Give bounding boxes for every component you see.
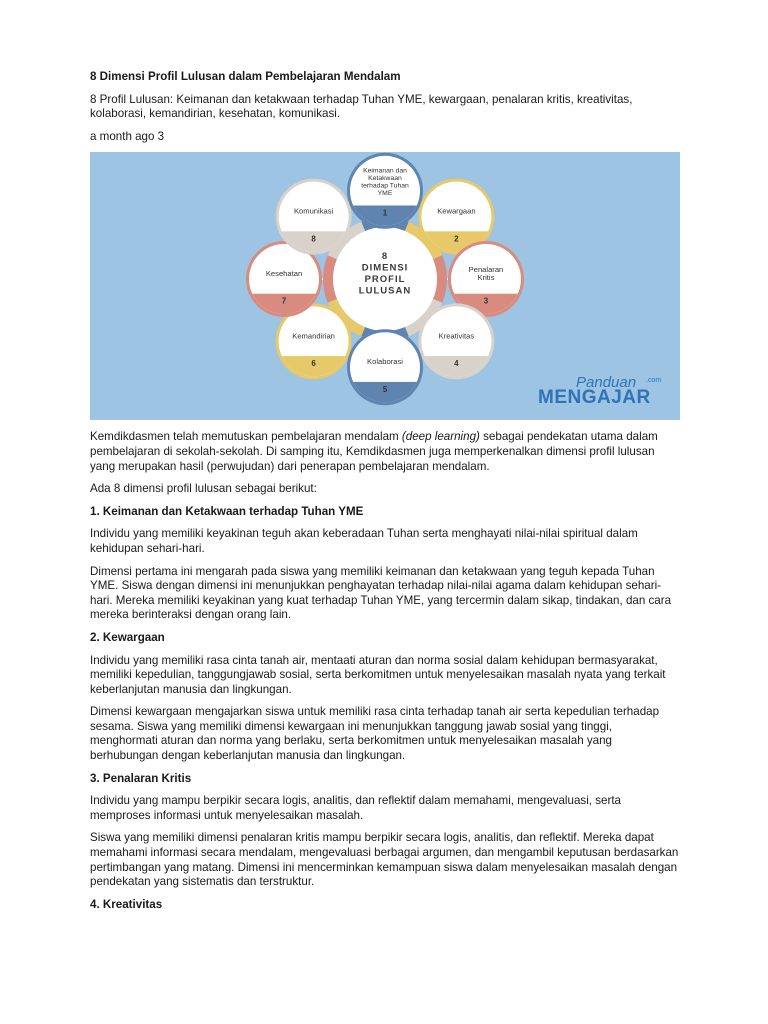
section-3-definition: Individu yang mampu berpikir secara logis, analitis, dan reflektif dalam memahami, mengevaluasi, serta memproses informasi untuk menyelesaikan masalah. xyxy=(90,794,621,822)
profile-diagram-figure xyxy=(90,152,680,420)
logo-wordmark-text: MENGAJAR xyxy=(538,387,651,409)
center-label-line-2: DIMENSI xyxy=(361,262,409,274)
node-number-8: 8 xyxy=(311,234,316,244)
node-number-2: 2 xyxy=(454,234,459,244)
node-number-6: 6 xyxy=(311,359,316,369)
node-label-2-line-1: Kewargaan xyxy=(437,207,476,217)
center-label-line-1: 8 xyxy=(381,251,389,263)
node-number-1: 1 xyxy=(382,208,388,218)
node-label-1-line-3: terhadap Tuhan xyxy=(361,182,409,190)
section-2-heading: 2. Kewargaan xyxy=(90,630,165,644)
dimension-node-4 xyxy=(418,304,494,392)
profile-diagram xyxy=(90,152,680,420)
intro-text-1: Kemdikdasmen telah memutuskan pembelajaran mendalam xyxy=(90,430,402,444)
section-1-heading: 1. Keimanan dan Ketakwaan terhadap Tuhan YME xyxy=(90,504,364,518)
intro-paragraph xyxy=(90,430,680,474)
lead-paragraph: Ada 8 dimensi profil lulusan sebagai berikut: xyxy=(90,482,317,496)
section-3-paragraph: Siswa yang memiliki dimensi penalaran kritis mampu berpikir secara logis, analitis, dan reflektif. Mereka dapat memahami informasi secara mendalam, mengevaluasi berbagai argumen, dan mengambil keputusan berdasarkan pertimbangan yang matang. Dimensi ini mencerminkan kemampuan siswa dalam menyelesaikan masalah dengan pendekatan yang sistematis dan terstruktur. xyxy=(90,831,679,889)
logo-domain-text: .com xyxy=(646,377,662,385)
section-1-definition: Individu yang memiliki keyakinan teguh akan keberadaan Tuhan serta menghayati nilai-nilai spiritual dalam kehidupan sehari-hari. xyxy=(90,527,638,555)
article-title: 8 Dimensi Profil Lulusan dalam Pembelajaran Mendalam xyxy=(90,70,401,83)
node-label-6-line-1: Kemandirian xyxy=(292,331,335,341)
node-label-8-line-1: Komunikasi xyxy=(293,207,334,217)
section-2-definition: Individu yang memiliki rasa cinta tanah air, mentaati aturan dan norma sosial dalam kehidupan bermasyarakat, memiliki kepedulian, tanggungjawab sosial, serta berkomitmen untuk menyelesaikan masalah nyata yang terkait keberlanjutan manusia dan lingkungan. xyxy=(90,653,666,696)
article-summary: 8 Profil Lulusan: Keimanan dan ketakwaan terhadap Tuhan YME, kewargaan, penalaran kritis, kreativitas, kolaborasi, kemandirian, kesehatan, komunikasi. xyxy=(90,92,633,121)
logo-script-text: Panduan xyxy=(576,374,637,392)
section-1-paragraph: Dimensi pertama ini mengarah pada siswa yang memiliki keimanan dan ketakwaan yang teguh kepada Tuhan YME. Siswa dengan dimensi ini menunjukkan penghayatan terhadap nilai-nilai agama dalam kehidupan sehari-hari. Mereka memiliki keyakinan yang kuat terhadap Tuhan YME, yang tercermin dalam sikap, tindakan, dan cara mereka berinteraksi dengan orang lain. xyxy=(90,564,672,622)
dimension-node-5 xyxy=(347,330,423,418)
center-ring-segment-7 xyxy=(328,258,332,302)
node-label-7-line-1: Kesehatan xyxy=(265,269,303,279)
section-4-heading: 4. Kreativitas xyxy=(90,897,163,911)
center-label-line-3: PROFIL xyxy=(364,274,406,286)
node-label-4-line-1: Kreativitas xyxy=(438,331,475,341)
section-3-heading: 3. Penalaran Kritis xyxy=(90,771,192,785)
center-label-line-4: LULUSAN xyxy=(358,285,412,297)
article-meta: a month ago 3 xyxy=(90,129,165,143)
intro-text-2: sebagai pendekatan utama dalam pembelajaran di sekolah-sekolah. Di samping itu, Kemdikdasmen juga memperkenalkan dimensi profil lulusan yang merupakan hasil (perwujudan) dari penerapan pembelajaran mendalam. xyxy=(90,430,658,473)
section-2-paragraph: Dimensi kewargaan mengajarkan siswa untuk memiliki rasa cinta terhadap tanah air serta kepedulian terhadap sesama. Siswa yang memiliki dimensi kewargaan ini menunjukkan tanggung jawab sosial yang tinggi, menghormati aturan dan norma yang berlaku, serta berkomitmen untuk menyelesaikan masalah yang berhubungan dengan keberlanjutan manusia dan lingkungan. xyxy=(90,705,660,763)
node-number-4: 4 xyxy=(454,359,459,369)
node-label-3-line-1: Penalaran xyxy=(468,265,504,275)
node-label-1-line-2: Ketakwaan xyxy=(368,175,402,183)
node-label-5-line-1: Kolaborasi xyxy=(367,357,403,367)
node-label-3-line-2: Kritis xyxy=(477,273,495,283)
node-number-5: 5 xyxy=(382,385,388,395)
node-number-3: 3 xyxy=(483,297,489,307)
center-ring-segment-3 xyxy=(438,258,442,302)
node-label-1-line-4: YME xyxy=(377,190,393,198)
node-number-7: 7 xyxy=(281,297,287,307)
intro-emphasis: (deep learning) xyxy=(401,430,480,444)
article xyxy=(90,70,680,920)
node-label-1-line-1: Keimanan dan xyxy=(363,167,407,175)
